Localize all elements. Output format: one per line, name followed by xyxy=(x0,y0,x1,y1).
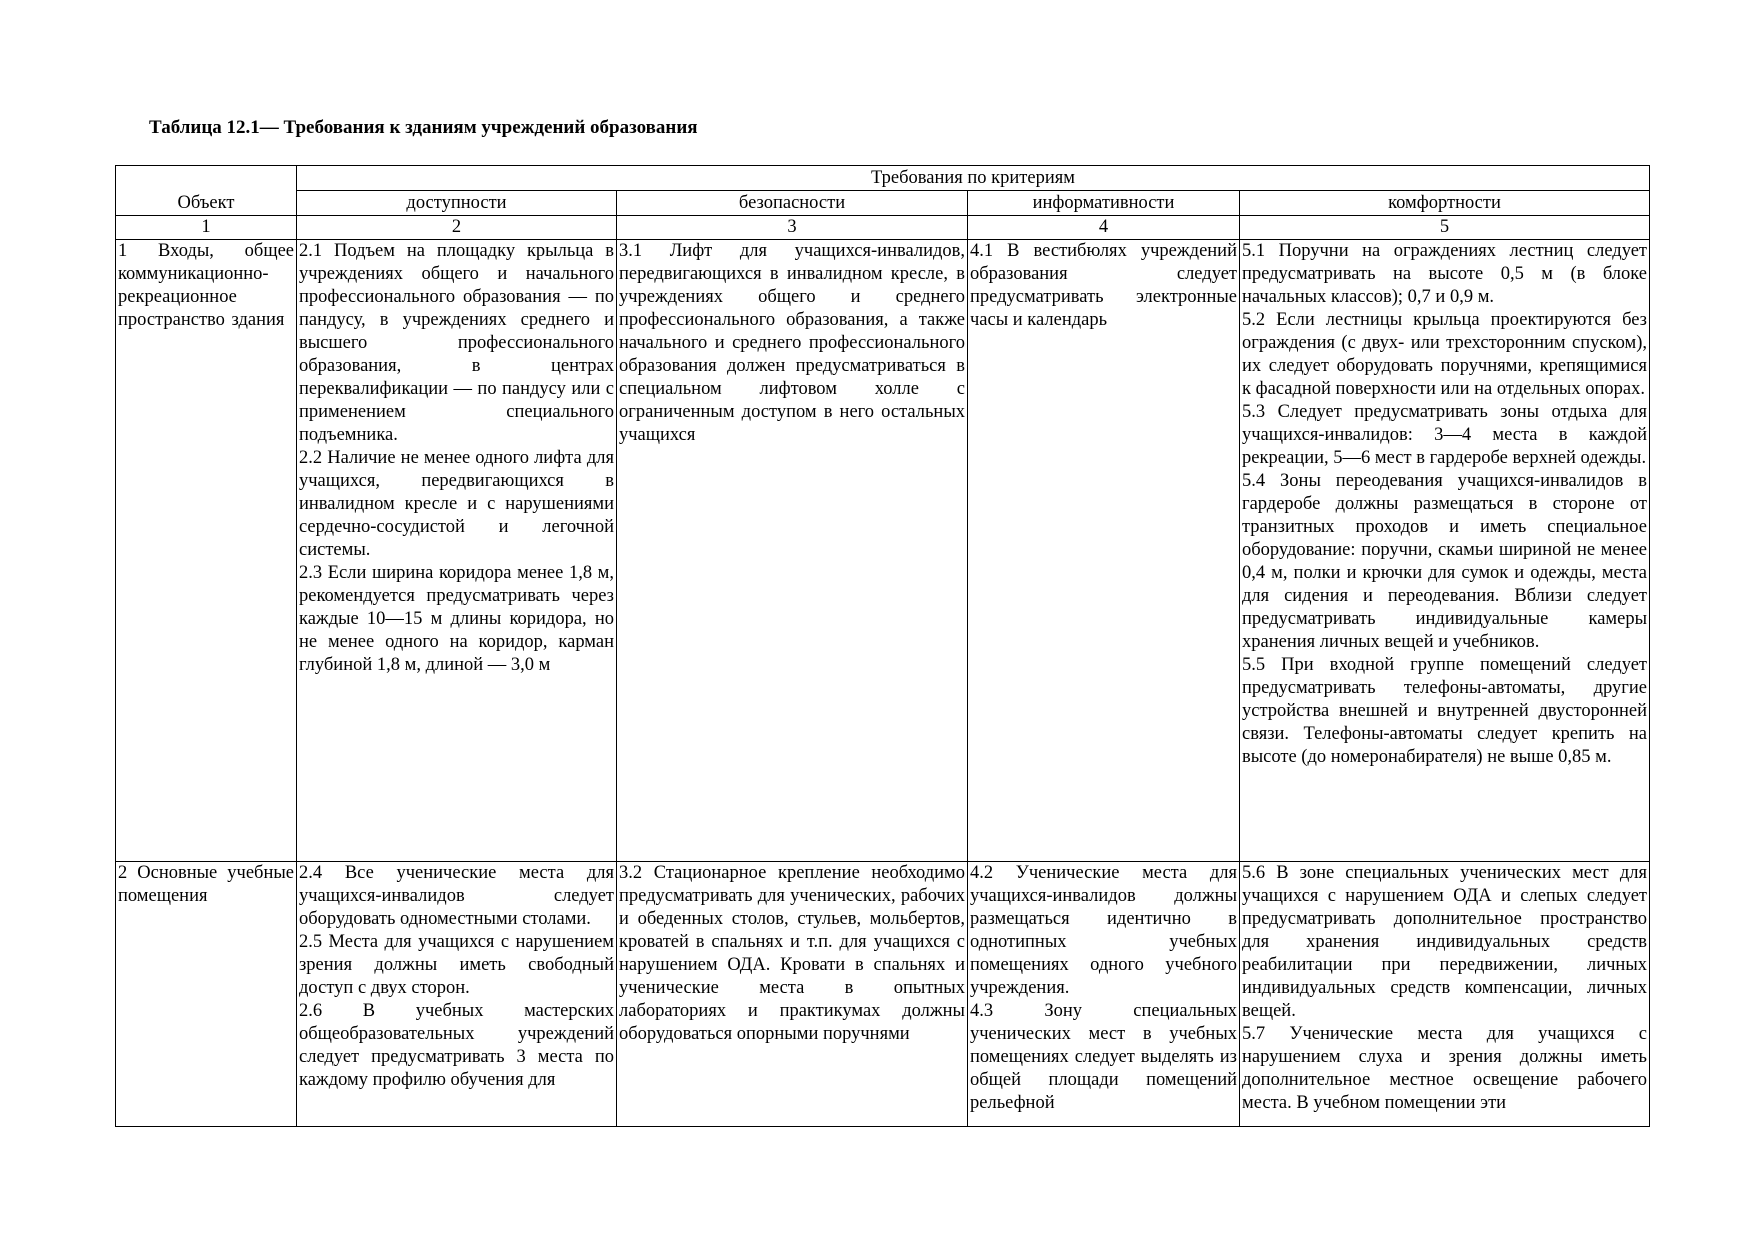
object-text: 1 Входы, общее коммуникационно-рекреационное пространство здания xyxy=(118,241,294,330)
requirement-item: 5.5 При входной группе помещений следует предусматривать телефоны-автоматы, другие устройства внешней и внутренней двусторонней связи. Телефоны-автоматы следует крепить на высоте (до номеронабирателя) не выше 0,85 м. xyxy=(1242,655,1647,767)
column-number: 5 xyxy=(1240,216,1650,240)
requirement-item: 5.2 Если лестницы крыльца проектируются без ограждения (с двух- или трехсторонним спуском), их следует оборудовать поручнями, крепящимися к фасадной поверхности или на отдельных опорах. xyxy=(1242,310,1647,399)
object-cell xyxy=(116,240,297,862)
column-header-safety: безопасности xyxy=(617,191,968,216)
safety-cell xyxy=(617,240,968,862)
requirement-item: 2.1 Подъем на площадку крыльца в учреждениях общего и начального профессионального образования — по пандусу, в учреждениях среднего и высшего профессионального образования, в центрах переквалификации — по пандусу или с применением специального подъемника. xyxy=(299,241,614,445)
requirement-item: 3.1 Лифт для учащихся-инвалидов, передвигающихся в инвалидном кресле, в учреждениях общего и среднего профессионального образования, а также начального и среднего профессионального образования должен предусматриваться в специальном лифтовом холле с ограниченным доступом в него остальных учащихся xyxy=(619,241,965,445)
safety-cell xyxy=(617,862,968,1127)
requirement-item: 5.4 Зоны переодевания учащихся-инвалидов в гардеробе должны размещаться в стороне от транзитных проходов и иметь специальное оборудование: поручни, скамьи шириной не менее 0,4 м, полки и крючки для сумок и одежды, места для сидения и переодевания. Вблизи следует предусматривать индивидуальные камеры хранения личных вещей и учебников. xyxy=(1242,471,1647,652)
informativeness-cell xyxy=(968,862,1240,1127)
table-row xyxy=(116,862,1650,1127)
requirement-item: 4.3 Зону специальных ученических мест в учебных помещениях следует выделять из общей площади помещений рельефной xyxy=(970,1001,1237,1113)
requirement-item: 5.6 В зоне специальных ученических мест для учащихся с нарушением ОДА и слепых следует предусматривать дополнительное пространство для хранения индивидуальных средств реабилитации при передвижении, личных индивидуальных средств компенсации, личных вещей. xyxy=(1242,863,1647,1021)
informativeness-cell xyxy=(968,240,1240,862)
accessibility-cell xyxy=(297,862,617,1127)
column-number: 1 xyxy=(116,216,297,240)
requirements-table xyxy=(115,165,1650,1127)
comfort-cell xyxy=(1240,240,1650,862)
criteria-group-header: Требования по критериям xyxy=(297,166,1650,191)
object-cell xyxy=(116,862,297,1127)
accessibility-cell xyxy=(297,240,617,862)
column-header-informativeness: информативности xyxy=(968,191,1240,216)
requirement-item: 4.2 Ученические места для учащихся-инвалидов должны размещаться идентично в однотипных учебных помещениях одного учебного учреждения. xyxy=(970,863,1237,998)
object-column-header: Объект xyxy=(116,166,297,216)
requirement-item: 5.3 Следует предусматривать зоны отдыха для учащихся-инвалидов: 3—4 места в каждой рекреации, 5—6 мест в гардеробе верхней одежды. xyxy=(1242,402,1647,468)
header-row-columns xyxy=(116,191,1650,216)
header-row-criteria xyxy=(116,166,1650,191)
column-header-comfort: комфортности xyxy=(1240,191,1650,216)
table-title: Таблица 12.1— Требования к зданиям учреждений образования xyxy=(149,117,698,138)
comfort-cell xyxy=(1240,862,1650,1127)
column-number-row xyxy=(116,216,1650,240)
object-text: 2 Основные учебные помещения xyxy=(118,863,294,906)
column-number: 4 xyxy=(968,216,1240,240)
requirement-item: 2.5 Места для учащихся с нарушением зрения должны иметь свободный доступ с двух сторон. xyxy=(299,932,614,998)
requirement-item: 4.1 В вестибюлях учреждений образования следует предусматривать электронные часы и календарь xyxy=(970,241,1237,330)
requirement-item: 3.2 Стационарное крепление необходимо предусматривать для ученических, рабочих и обеденных столов, стульев, мольбертов, кроватей в спальнях и т.п. для учащихся с нарушением ОДА. Кровати в спальнях и ученические места в опытных лабораториях и практикумах должны оборудоваться опорными поручнями xyxy=(619,863,965,1044)
requirement-item: 2.6 В учебных мастерских общеобразовательных учреждений следует предусматривать 3 места по каждому профилю обучения для xyxy=(299,1001,614,1090)
table-row xyxy=(116,240,1650,862)
column-number: 2 xyxy=(297,216,617,240)
requirement-item: 2.4 Все ученические места для учащихся-инвалидов следует оборудовать одноместными столами. xyxy=(299,863,614,929)
column-header-accessibility: доступности xyxy=(297,191,617,216)
column-number: 3 xyxy=(617,216,968,240)
requirement-item: 5.1 Поручни на ограждениях лестниц следует предусматривать на высоте 0,5 м (в блоке начальных классов); 0,7 и 0,9 м. xyxy=(1242,241,1647,307)
requirement-item: 2.2 Наличие не менее одного лифта для учащихся, передвигающихся в инвалидном кресле и с нарушениями сердечно-сосудистой и легочной системы. xyxy=(299,448,614,560)
requirement-item: 2.3 Если ширина коридора менее 1,8 м, рекомендуется предусматривать через каждые 10—15 м длины коридора, но не менее одного на коридор, карман глубиной 1,8 м, длиной — 3,0 м xyxy=(299,563,614,675)
requirement-item: 5.7 Ученические места для учащихся с нарушением слуха и зрения должны иметь дополнительное местное освещение рабочего места. В учебном помещении эти xyxy=(1242,1024,1647,1113)
